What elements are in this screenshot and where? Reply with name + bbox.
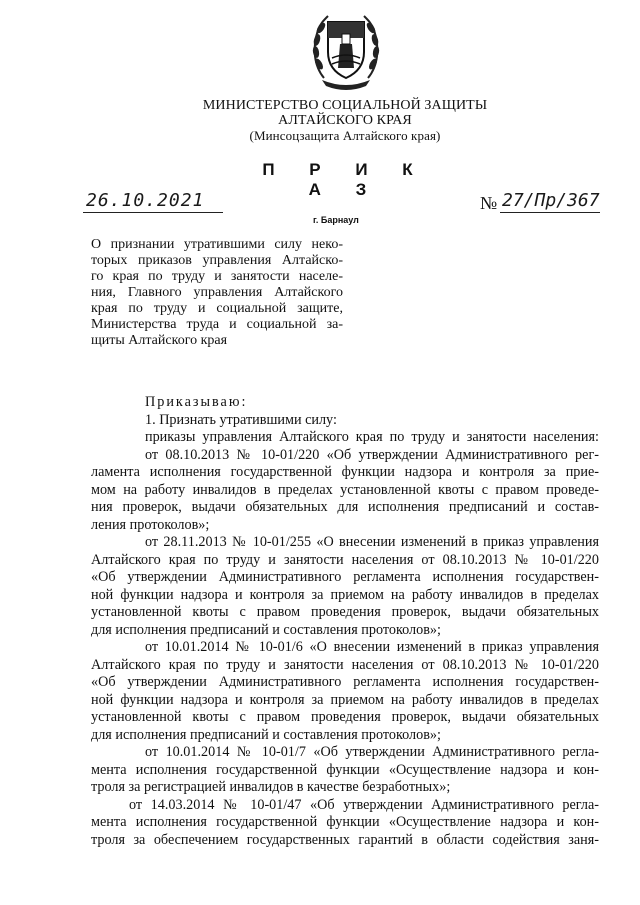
body-line: ной функции надзора и контроля за приемом на работу инвалидов в пределах bbox=[91, 691, 599, 708]
body-line: от 08.10.2013 № 10-01/220 «Об утверждении Административного рег- bbox=[145, 446, 599, 463]
coat-of-arms-icon bbox=[310, 8, 382, 90]
date-underline bbox=[83, 212, 223, 213]
subject-line: ния, Главного управления Алтайского bbox=[91, 285, 343, 300]
body-line: от 10.01.2014 № 10-01/6 «О внесении изменений в приказ управления bbox=[145, 639, 599, 655]
number-underline bbox=[500, 212, 600, 213]
body-line: установленной квоты с правом проведения проверок, выдачи обязательных bbox=[91, 709, 599, 725]
order-number: 27/Пр/367 bbox=[502, 190, 600, 211]
document-title: П Р И К А З bbox=[262, 160, 428, 199]
body-line: от 28.11.2013 № 10-01/255 «О внесении изменений в приказ управления bbox=[145, 534, 599, 550]
subject-line: Министерства труда и социальной за- bbox=[91, 317, 343, 332]
body-line: «Об утверждении Административного регламента исполнения государствен- bbox=[91, 674, 599, 690]
ministry-short-name: (Минсоцзащита Алтайского края) bbox=[249, 128, 441, 143]
ministry-name-line2: АЛТАЙСКОГО КРАЯ bbox=[278, 113, 412, 128]
body-line: троля за регистрацией инвалидов в качестве безработных»; bbox=[91, 779, 451, 795]
number-sign: № bbox=[480, 193, 498, 213]
body-line: троля за обеспечением государственных гарантий в области содействия заня- bbox=[91, 831, 599, 848]
body-line: мента исполнения государственной функции «Осуществление надзора и кон- bbox=[91, 761, 599, 778]
order-date: 26.10.2021 bbox=[86, 190, 205, 211]
body-line: Алтайского края по труду и занятости населения от 08.10.2013 № 10-01/220 bbox=[91, 656, 599, 673]
subject-line: го края по труду и занятости населе- bbox=[91, 269, 343, 284]
body-line: для исполнения предписаний и составления протоколов»; bbox=[91, 621, 441, 638]
order-body bbox=[91, 394, 599, 849]
body-line: «Об утверждении Административного регламента исполнения государствен- bbox=[91, 569, 599, 585]
body-line: от 10.01.2014 № 10-01/7 «Об утверждении Административного регла- bbox=[145, 744, 599, 760]
order-subject bbox=[91, 237, 343, 349]
subject-line: торых приказов управления Алтайско- bbox=[91, 253, 343, 268]
ministry-header bbox=[180, 98, 510, 143]
body-line: 1. Признать утратившими силу: bbox=[145, 411, 337, 428]
body-line: от 14.03.2014 № 10-01/47 «Об утверждении Административного регла- bbox=[129, 796, 599, 813]
subject-line: щиты Алтайского края bbox=[91, 333, 228, 348]
body-line: мента исполнения государственной функции «Осуществление надзора и кон- bbox=[91, 814, 599, 830]
order-city: г. Барнаул bbox=[313, 215, 359, 225]
body-line: установленной квоты с правом проведения проверок, выдачи обязательных bbox=[91, 604, 599, 620]
subject-line: О признании утратившими силу неко- bbox=[91, 237, 343, 252]
ministry-name-line1: МИНИСТЕРСТВО СОЦИАЛЬНОЙ ЗАЩИТЫ bbox=[202, 98, 488, 113]
body-line: ламента исполнения государственной функции надзора и контроля за прие- bbox=[91, 464, 599, 480]
body-line: ния проверок, выдачи обязательных для исполнения предписаний и состав- bbox=[91, 499, 599, 515]
body-line: приказы управления Алтайского края по труду и занятости населения: bbox=[145, 429, 599, 445]
body-line: ления протоколов»; bbox=[91, 516, 210, 533]
body-line: Алтайского края по труду и занятости населения от 08.10.2013 № 10-01/220 bbox=[91, 551, 599, 568]
body-line: для исполнения предписаний и составления протоколов»; bbox=[91, 726, 441, 743]
subject-line: края по труду и социальной защите, bbox=[91, 301, 343, 316]
body-line: мом на работу инвалидов в пределах установленной квоты с правом проведе- bbox=[91, 481, 599, 498]
body-line: ной функции надзора и контроля за приемом на работу инвалидов в пределах bbox=[91, 586, 599, 603]
body-line: Приказываю: bbox=[145, 394, 248, 410]
